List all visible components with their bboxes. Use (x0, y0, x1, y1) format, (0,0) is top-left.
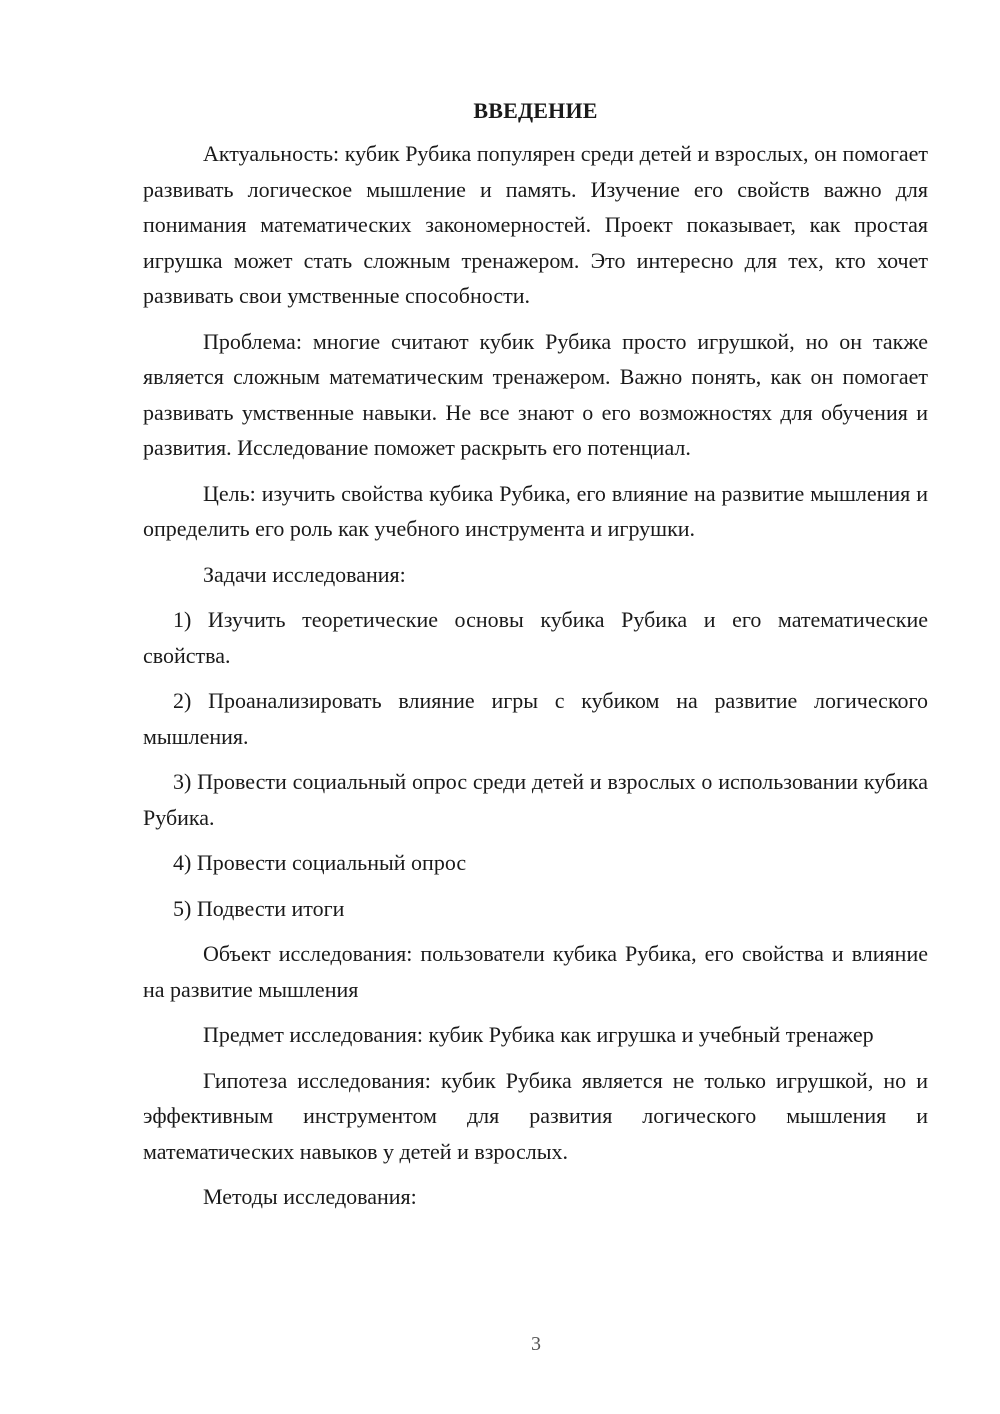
page-title: ВВЕДЕНИЕ (473, 98, 598, 123)
subject-paragraph: Предмет исследования: кубик Рубика как игрушка и учебный тренажер (203, 1022, 874, 1047)
problem-paragraph: Проблема: многие считают кубик Рубика просто игрушкой, но он также является сложным математическим тренажером. Важно понять, как он помогает развивать умственные навыки. Не все знают о его возможностях для обучения и развития. Исследование поможет раскрыть его потенциал. (143, 328, 928, 460)
task-item-2: 2) Проанализировать влияние игры с кубиком на развитие логического мышления. (143, 688, 928, 749)
goal-paragraph: Цель: изучить свойства кубика Рубика, его влияние на развитие мышления и определить его роль как учебного инструмента и игрушки. (143, 480, 928, 541)
object-paragraph: Объект исследования: пользователи кубика Рубика, его свойства и влияние на развитие мышления (143, 941, 928, 1002)
tasks-title: Задачи исследования: (203, 561, 406, 587)
task-item-1: 1) Изучить теоретические основы кубика Рубика и его математические свойства. (143, 607, 928, 668)
page-number: 3 (531, 1333, 541, 1355)
methods-title: Методы исследования: (203, 1184, 417, 1209)
task-item-3: 3) Провести социальный опрос среди детей и взрослых о использовании кубика Рубика. (143, 769, 928, 830)
hypothesis-paragraph: Гипотеза исследования: кубик Рубика является не только игрушкой, но и эффективным инструментом для развития логического мышления и математических навыков у детей и взрослых. (143, 1067, 928, 1164)
task-item-5: 5) Подвести итоги (173, 895, 345, 921)
relevance-paragraph: Актуальность: кубик Рубика популярен среди детей и взрослых, он помогает развивать логическое мышление и память. Изучение его свойств важно для понимания математических закономерностей. Проект показывает, как простая игрушка может стать сложным тренажером. Это интересно для тех, кто хочет развивать свои умственные способности. (143, 141, 928, 308)
document-page (143, 96, 928, 1225)
task-item-4: 4) Провести социальный опрос (173, 850, 467, 875)
